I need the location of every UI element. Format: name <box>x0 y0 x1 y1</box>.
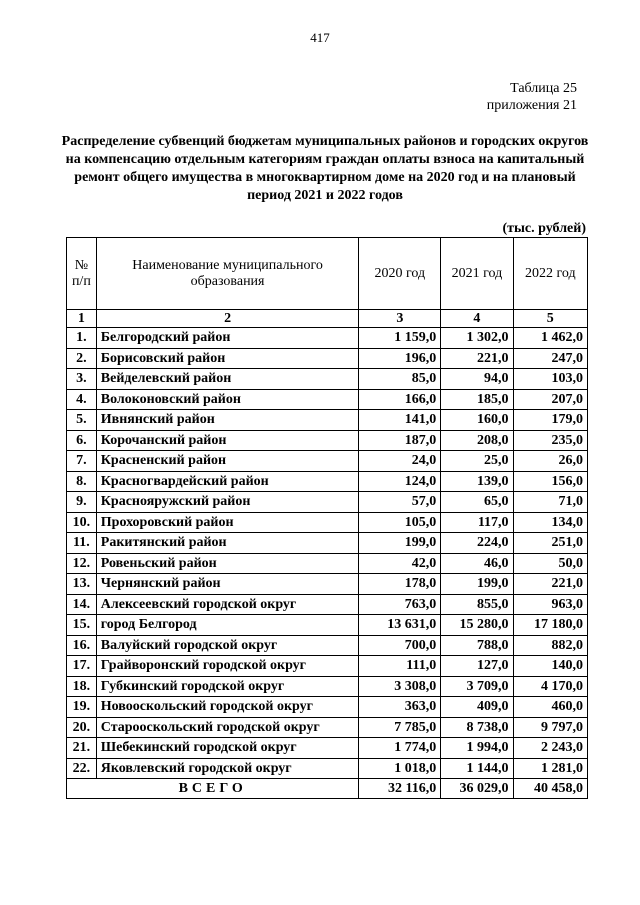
municipality-name: Чернянский район <box>96 574 359 595</box>
table-row <box>67 328 588 349</box>
table-row <box>67 512 588 533</box>
value-2021: 409,0 <box>441 697 513 718</box>
total-2021: 36 029,0 <box>441 779 513 799</box>
table-row <box>67 348 588 369</box>
value-2020: 7 785,0 <box>359 717 441 738</box>
value-2022: 221,0 <box>513 574 587 595</box>
table-reference <box>487 80 577 114</box>
value-2021: 224,0 <box>441 533 513 554</box>
table-row <box>67 430 588 451</box>
value-2020: 111,0 <box>359 656 441 677</box>
table-row <box>67 676 588 697</box>
value-2021: 855,0 <box>441 594 513 615</box>
value-2021: 3 709,0 <box>441 676 513 697</box>
row-number: 4. <box>67 389 97 410</box>
table-row <box>67 738 588 759</box>
row-number: 13. <box>67 574 97 595</box>
table-row <box>67 389 588 410</box>
value-2022: 26,0 <box>513 451 587 472</box>
table-row <box>67 697 588 718</box>
row-number: 5. <box>67 410 97 431</box>
value-2021: 221,0 <box>441 348 513 369</box>
table-row <box>67 471 588 492</box>
value-2021: 1 144,0 <box>441 758 513 779</box>
value-2021: 199,0 <box>441 574 513 595</box>
column-number: 2 <box>96 310 359 328</box>
value-2021: 46,0 <box>441 553 513 574</box>
total-row <box>67 779 588 799</box>
row-number: 1. <box>67 328 97 349</box>
municipality-name: Ровеньский район <box>96 553 359 574</box>
value-2021: 25,0 <box>441 451 513 472</box>
municipality-name: Старооскольский городской округ <box>96 717 359 738</box>
value-2022: 460,0 <box>513 697 587 718</box>
row-number: 12. <box>67 553 97 574</box>
header-2021: 2021 год <box>441 238 513 310</box>
row-number: 2. <box>67 348 97 369</box>
value-2021: 208,0 <box>441 430 513 451</box>
subvention-table <box>66 237 588 799</box>
value-2020: 187,0 <box>359 430 441 451</box>
table-row <box>67 451 588 472</box>
municipality-name: Алексеевский городской округ <box>96 594 359 615</box>
total-2020: 32 116,0 <box>359 779 441 799</box>
table-row <box>67 594 588 615</box>
total-label: ВСЕГО <box>67 779 359 799</box>
value-2022: 71,0 <box>513 492 587 513</box>
value-2020: 141,0 <box>359 410 441 431</box>
value-2022: 247,0 <box>513 348 587 369</box>
row-number: 20. <box>67 717 97 738</box>
row-number: 6. <box>67 430 97 451</box>
value-2020: 1 018,0 <box>359 758 441 779</box>
value-2020: 1 774,0 <box>359 738 441 759</box>
value-2020: 3 308,0 <box>359 676 441 697</box>
municipality-name: Краснояружский район <box>96 492 359 513</box>
column-number: 4 <box>441 310 513 328</box>
municipality-name: Борисовский район <box>96 348 359 369</box>
row-number: 19. <box>67 697 97 718</box>
municipality-name: Яковлевский городской округ <box>96 758 359 779</box>
document-title: Распределение субвенций бюджетам муниципальных районов и городских округов на компенсацию отдельным категориям граждан оплаты взноса на капитальный ремонт общего имущества в многоквартирном доме на 2020 год и на плановый период 2021 и 2022 годов <box>61 134 589 203</box>
municipality-name: Вейделевский район <box>96 369 359 390</box>
value-2021: 788,0 <box>441 635 513 656</box>
row-number: 21. <box>67 738 97 759</box>
column-number: 5 <box>513 310 587 328</box>
row-number: 17. <box>67 656 97 677</box>
municipality-name: Белгородский район <box>96 328 359 349</box>
value-2022: 235,0 <box>513 430 587 451</box>
header-name: Наименование муниципального образования <box>96 238 359 310</box>
value-2020: 24,0 <box>359 451 441 472</box>
value-2020: 57,0 <box>359 492 441 513</box>
value-2022: 156,0 <box>513 471 587 492</box>
total-2022: 40 458,0 <box>513 779 587 799</box>
row-number: 9. <box>67 492 97 513</box>
value-2022: 9 797,0 <box>513 717 587 738</box>
municipality-name: Губкинский городской округ <box>96 676 359 697</box>
row-number: 7. <box>67 451 97 472</box>
value-2022: 1 281,0 <box>513 758 587 779</box>
value-2020: 85,0 <box>359 369 441 390</box>
value-2021: 1 302,0 <box>441 328 513 349</box>
value-2022: 134,0 <box>513 512 587 533</box>
value-2022: 882,0 <box>513 635 587 656</box>
municipality-name: город Белгород <box>96 615 359 636</box>
value-2020: 166,0 <box>359 389 441 410</box>
value-2021: 15 280,0 <box>441 615 513 636</box>
table-row <box>67 635 588 656</box>
municipality-name: Волоконовский район <box>96 389 359 410</box>
value-2021: 8 738,0 <box>441 717 513 738</box>
table-row <box>67 656 588 677</box>
row-number: 22. <box>67 758 97 779</box>
column-number: 1 <box>67 310 97 328</box>
table-row <box>67 574 588 595</box>
value-2020: 199,0 <box>359 533 441 554</box>
value-2022: 103,0 <box>513 369 587 390</box>
value-2022: 251,0 <box>513 533 587 554</box>
value-2022: 1 462,0 <box>513 328 587 349</box>
row-number: 11. <box>67 533 97 554</box>
row-number: 14. <box>67 594 97 615</box>
table-ref-line1: Таблица 25 <box>510 81 577 96</box>
value-2020: 363,0 <box>359 697 441 718</box>
row-number: 15. <box>67 615 97 636</box>
municipality-name: Корочанский район <box>96 430 359 451</box>
value-2021: 127,0 <box>441 656 513 677</box>
value-2021: 1 994,0 <box>441 738 513 759</box>
row-number: 10. <box>67 512 97 533</box>
table-row <box>67 615 588 636</box>
municipality-name: Прохоровский район <box>96 512 359 533</box>
table-row <box>67 369 588 390</box>
table-row <box>67 410 588 431</box>
value-2021: 160,0 <box>441 410 513 431</box>
value-2020: 42,0 <box>359 553 441 574</box>
value-2020: 13 631,0 <box>359 615 441 636</box>
municipality-name: Грайворонский городской округ <box>96 656 359 677</box>
value-2021: 65,0 <box>441 492 513 513</box>
value-2022: 179,0 <box>513 410 587 431</box>
header-num: № п/п <box>67 238 97 310</box>
municipality-name: Валуйский городской округ <box>96 635 359 656</box>
value-2020: 196,0 <box>359 348 441 369</box>
value-2021: 117,0 <box>441 512 513 533</box>
value-2022: 140,0 <box>513 656 587 677</box>
column-number-row <box>67 310 588 328</box>
table-ref-line2: приложения 21 <box>486 98 577 113</box>
table-row <box>67 533 588 554</box>
row-number: 18. <box>67 676 97 697</box>
value-2020: 124,0 <box>359 471 441 492</box>
municipality-name: Ракитянский район <box>96 533 359 554</box>
units-label: (тыс. рублей) <box>502 221 586 236</box>
value-2020: 178,0 <box>359 574 441 595</box>
value-2022: 17 180,0 <box>513 615 587 636</box>
value-2022: 4 170,0 <box>513 676 587 697</box>
value-2021: 94,0 <box>441 369 513 390</box>
value-2022: 963,0 <box>513 594 587 615</box>
value-2020: 105,0 <box>359 512 441 533</box>
municipality-name: Новооскольский городской округ <box>96 697 359 718</box>
column-number: 3 <box>359 310 441 328</box>
header-2022: 2022 год <box>513 238 587 310</box>
header-2020: 2020 год <box>359 238 441 310</box>
table-row <box>67 553 588 574</box>
value-2022: 207,0 <box>513 389 587 410</box>
page-number: 417 <box>310 30 330 45</box>
municipality-name: Шебекинский городской округ <box>96 738 359 759</box>
value-2020: 700,0 <box>359 635 441 656</box>
table-row <box>67 717 588 738</box>
municipality-name: Красненский район <box>96 451 359 472</box>
municipality-name: Красногвардейский район <box>96 471 359 492</box>
table-body <box>67 328 588 779</box>
row-number: 8. <box>67 471 97 492</box>
municipality-name: Ивнянский район <box>96 410 359 431</box>
header-row <box>67 238 588 310</box>
value-2020: 1 159,0 <box>359 328 441 349</box>
value-2021: 139,0 <box>441 471 513 492</box>
value-2021: 185,0 <box>441 389 513 410</box>
table-row <box>67 492 588 513</box>
row-number: 16. <box>67 635 97 656</box>
value-2022: 2 243,0 <box>513 738 587 759</box>
row-number: 3. <box>67 369 97 390</box>
value-2022: 50,0 <box>513 553 587 574</box>
table-row <box>67 758 588 779</box>
value-2020: 763,0 <box>359 594 441 615</box>
